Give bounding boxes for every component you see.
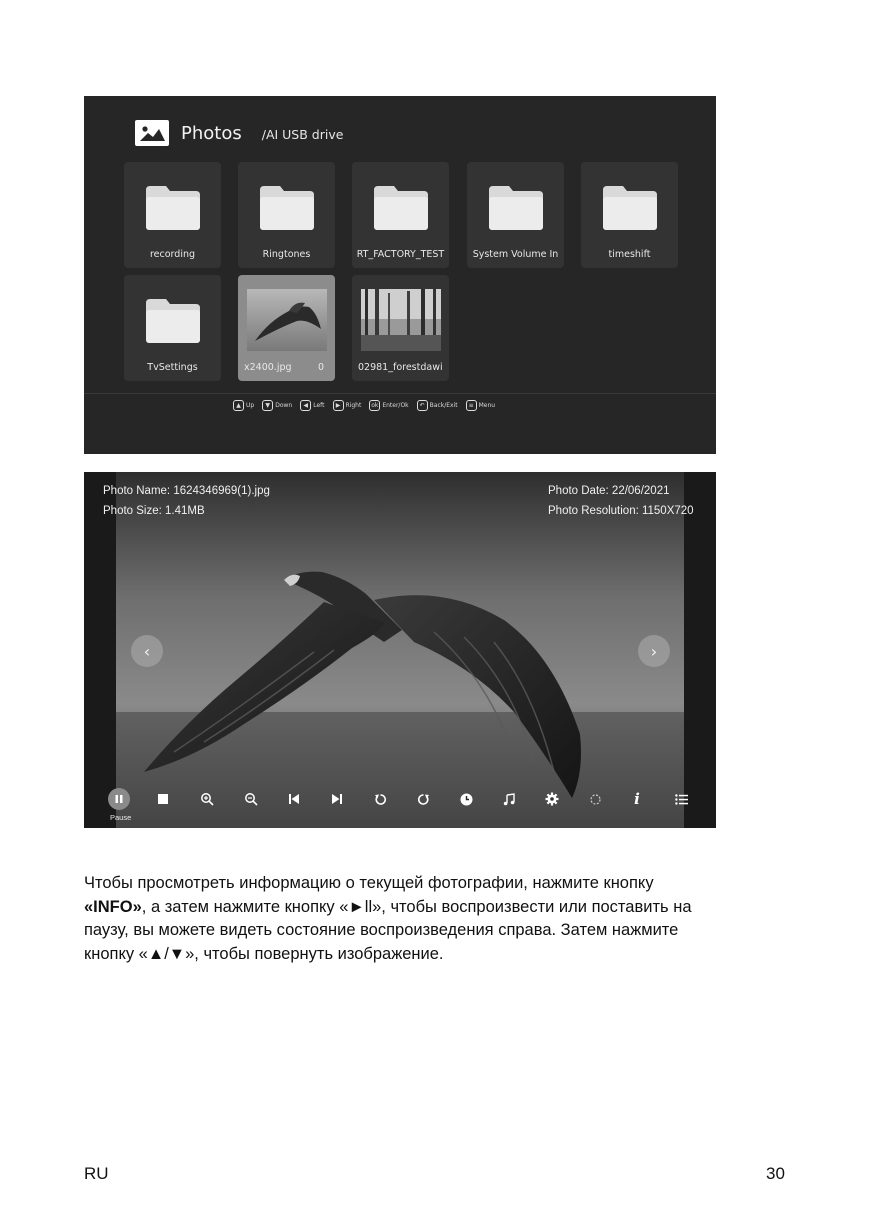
back-key-icon: ↶ <box>417 400 428 411</box>
zoom-out-icon <box>244 792 258 806</box>
photos-app-icon <box>135 120 169 146</box>
ok-key-icon: ok <box>369 400 380 411</box>
hint-menu <box>466 400 495 411</box>
zoom-in-icon <box>200 792 214 806</box>
rotate-left-button[interactable] <box>368 787 392 811</box>
tile-label: 02981_forestdawi <box>358 362 443 373</box>
footer-language: RU <box>84 1164 109 1183</box>
tile-label: recording <box>149 249 196 260</box>
hint-down <box>262 400 292 411</box>
clock-icon <box>460 793 473 806</box>
photo-name: Photo Name: 1624346969(1).jpg <box>103 485 270 497</box>
folder-icon <box>603 186 657 230</box>
hint-right <box>333 400 362 411</box>
hint-divider <box>84 393 716 394</box>
hint-back <box>417 400 458 411</box>
hint-label: Back/Exit <box>429 402 458 409</box>
pause-label: Pause <box>110 813 132 822</box>
photo-size: Photo Size: 1.41MB <box>103 505 205 517</box>
tile-label: TvSettings <box>147 362 198 373</box>
browser-header <box>135 119 343 147</box>
music-button[interactable] <box>497 787 521 811</box>
loading-indicator <box>583 787 607 811</box>
folder-tile[interactable] <box>238 162 335 268</box>
next-photo-button[interactable] <box>638 635 670 667</box>
photo-browser-screenshot <box>84 96 716 454</box>
folder-tile[interactable] <box>124 275 221 381</box>
folder-tile[interactable] <box>467 162 564 268</box>
image-tile-selected[interactable] <box>238 275 335 381</box>
browser-title: Photos <box>181 122 242 144</box>
forest-thumbnail <box>361 289 441 351</box>
tile-label: RT_FACTORY_TEST <box>356 249 445 260</box>
previous-icon <box>288 793 300 805</box>
eagle-thumbnail <box>247 289 327 351</box>
hint-left <box>300 400 324 411</box>
hint-label: Down <box>275 402 293 409</box>
hint-ok <box>369 400 408 411</box>
tile-label: Ringtones <box>262 249 311 260</box>
pause-button[interactable] <box>107 787 131 811</box>
chevron-left-icon: ‹ <box>143 641 151 661</box>
folder-icon <box>146 299 200 343</box>
zoom-in-button[interactable] <box>195 787 219 811</box>
interval-button[interactable] <box>454 787 478 811</box>
info-icon: i <box>634 790 640 808</box>
paragraph-line <box>84 896 774 920</box>
loading-icon <box>589 793 602 806</box>
playlist-button[interactable] <box>669 787 693 811</box>
previous-button[interactable] <box>282 787 306 811</box>
eagle-photo <box>84 472 716 828</box>
stop-icon <box>157 793 169 805</box>
music-icon <box>503 793 515 806</box>
next-icon <box>331 793 343 805</box>
tile-label: timeshift <box>608 249 651 260</box>
tile-label: x2400.jpg 0 <box>244 362 325 373</box>
next-button[interactable] <box>325 787 349 811</box>
paragraph-line: паузу, вы можете видеть состояние воспроизведения справа. Затем нажмите <box>84 921 679 939</box>
hint-label: Menu <box>478 402 496 409</box>
rotate-right-button[interactable] <box>411 787 435 811</box>
rotate-right-icon <box>417 793 430 806</box>
down-key-icon: ▼ <box>262 400 273 411</box>
tile-label: System Volume In <box>472 249 559 260</box>
paragraph-text: , а затем нажмите кнопку «►ll», чтобы воспроизвести или поставить на <box>141 897 692 916</box>
settings-button[interactable] <box>540 787 564 811</box>
zoom-out-button[interactable] <box>239 787 263 811</box>
photo-viewer-screenshot <box>84 472 716 828</box>
hint-label: Left <box>313 402 325 409</box>
menu-key-icon: ≡ <box>466 400 477 411</box>
folder-tile[interactable] <box>352 162 449 268</box>
hint-label: Right <box>345 402 362 409</box>
list-icon <box>675 794 688 805</box>
paragraph-line: Чтобы просмотреть информацию о текущей фотографии, нажмите кнопку <box>84 874 654 892</box>
folder-icon <box>374 186 428 230</box>
key-hints <box>233 400 495 411</box>
folder-tile[interactable] <box>581 162 678 268</box>
folder-icon <box>489 186 543 230</box>
browser-path: /AI USB drive <box>261 126 344 142</box>
gear-icon <box>545 792 559 806</box>
page-number: 30 <box>766 1164 785 1183</box>
folder-icon <box>260 186 314 230</box>
folder-tile[interactable] <box>124 162 221 268</box>
hint-label: Up <box>246 402 255 409</box>
chevron-right-icon: › <box>650 641 658 661</box>
playback-controls <box>84 785 716 815</box>
image-tile[interactable] <box>352 275 449 381</box>
rotate-left-icon <box>374 793 387 806</box>
hint-up <box>233 400 254 411</box>
pause-icon <box>108 788 130 810</box>
photo-date: Photo Date: 22/06/2021 <box>548 485 670 497</box>
up-key-icon: ▲ <box>233 400 244 411</box>
previous-photo-button[interactable] <box>131 635 163 667</box>
paragraph-line: кнопку «▲/▼», чтобы повернуть изображение. <box>84 944 444 963</box>
instruction-paragraph <box>84 872 774 966</box>
stop-button[interactable] <box>151 787 175 811</box>
left-key-icon: ◀ <box>300 400 311 411</box>
right-key-icon: ▶ <box>333 400 344 411</box>
folder-icon <box>146 186 200 230</box>
info-key-text: «INFO» <box>84 897 142 916</box>
photo-resolution: Photo Resolution: 1150X720 <box>548 505 694 517</box>
hint-label: Enter/Ok <box>382 402 409 409</box>
info-button[interactable] <box>625 787 649 811</box>
